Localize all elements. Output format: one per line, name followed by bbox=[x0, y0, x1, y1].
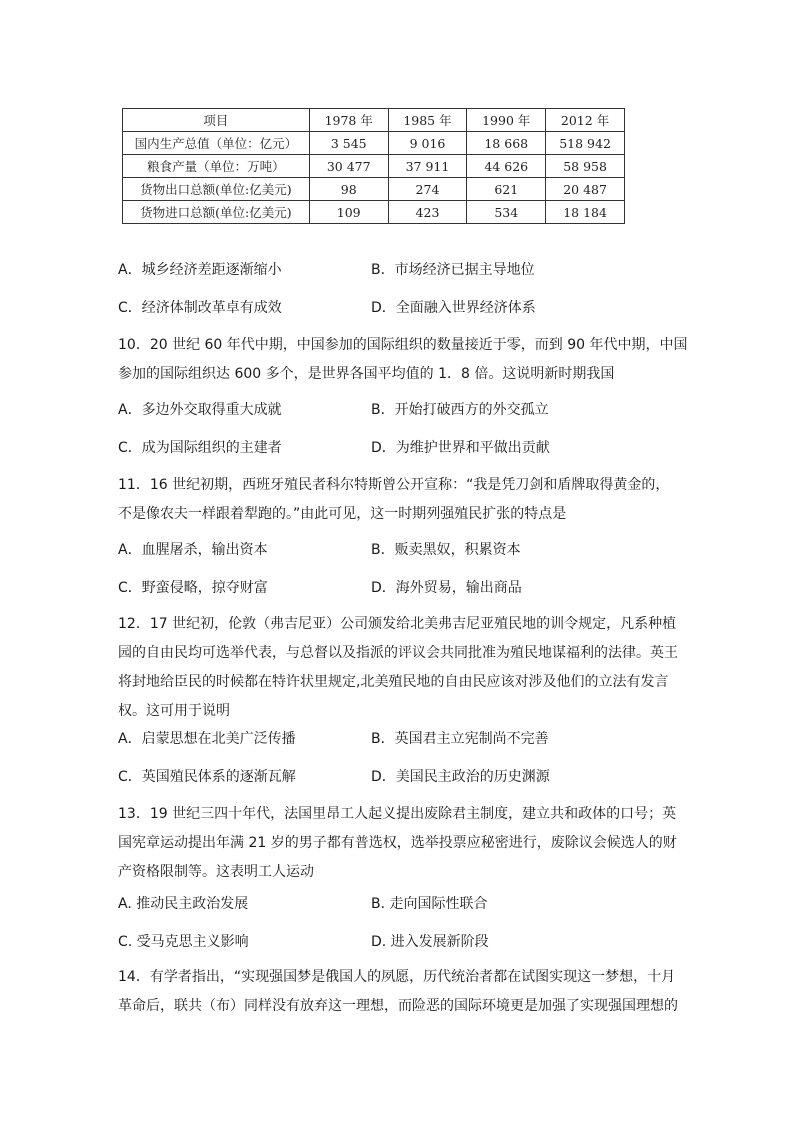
q11-line: 11．16 世纪初期，西班牙殖民者科尔特斯曾公开宣称：“我是凭刀剑和盾牌取得黄金的， bbox=[118, 477, 670, 493]
q9-option-b: B．市场经济已据主导地位 bbox=[371, 262, 535, 278]
q9-option-c: C．经济体制改革卓有成效 bbox=[118, 300, 282, 316]
table-cell: 18 184 bbox=[546, 201, 625, 224]
q10-option-b: B．开始打破西方的外交孤立 bbox=[371, 402, 549, 418]
q14-line: 14．有学者指出，“实现强国梦是俄国人的夙愿，历代统治者都在试图实现这一梦想，十月 bbox=[118, 969, 676, 985]
q12-line: 园的自由民均可选举代表，与总督以及指派的评议会共同批准为殖民地谋福利的法律。英王 bbox=[118, 645, 678, 661]
table-cell: 粮食产量（单位：万吨） bbox=[123, 155, 310, 178]
q13-option-a: A. 推动民主政治发展 bbox=[118, 896, 249, 912]
table-cell: 18 668 bbox=[467, 132, 546, 155]
table-cell: 3 545 bbox=[309, 132, 388, 155]
table-cell: 109 bbox=[309, 201, 388, 224]
q11-option-c: C．野蛮侵略，掠夺财富 bbox=[118, 580, 268, 596]
table-cell: 44 626 bbox=[467, 155, 546, 178]
q12-option-d: D．美国民主政治的历史渊源 bbox=[371, 769, 550, 785]
table-cell: 37 911 bbox=[388, 155, 467, 178]
q12-line: 权。这可用于说明 bbox=[118, 703, 230, 719]
table-row bbox=[123, 155, 625, 178]
table-header-cell: 1990 年 bbox=[467, 109, 546, 132]
q10-line: 10．20 世纪 60 年代中期，中国参加的国际组织的数量接近于零，而到 90 年代中期，中国 bbox=[118, 337, 688, 353]
q13-line: 国宪章运动提出年满 21 岁的男子都有普选权，选举投票应秘密进行，废除议会候选人的财 bbox=[118, 835, 677, 851]
table-cell: 9 016 bbox=[388, 132, 467, 155]
q9-option-a: A．城乡经济差距逐渐缩小 bbox=[118, 262, 282, 278]
q11-option-d: D．海外贸易，输出商品 bbox=[371, 580, 522, 596]
table-row bbox=[123, 132, 625, 155]
q12-line: 将封地给臣民的时候都在特许状里规定,北美殖民地的自由民应该对涉及他们的立法有发言 bbox=[118, 674, 669, 690]
table-row bbox=[123, 201, 625, 224]
table-header-cell: 1978 年 bbox=[309, 109, 388, 132]
table-cell: 58 958 bbox=[546, 155, 625, 178]
q9-option-d: D．全面融入世界经济体系 bbox=[371, 300, 536, 316]
q11-line: 不是像农夫一样跟着犁跑的。”由此可见，这一时期列强殖民扩张的特点是 bbox=[118, 506, 567, 522]
table-header-row bbox=[123, 109, 625, 132]
q12-option-b: B．英国君主立宪制尚不完善 bbox=[371, 731, 549, 747]
table-cell: 534 bbox=[467, 201, 546, 224]
q14-stem bbox=[118, 963, 678, 1021]
q10-option-d: D．为维护世界和平做出贡献 bbox=[371, 440, 550, 456]
q13-option-d: D. 进入发展新阶段 bbox=[371, 934, 489, 950]
q10-option-a: A．多边外交取得重大成就 bbox=[118, 402, 282, 418]
table-cell: 98 bbox=[309, 178, 388, 201]
table-header-cell: 1985 年 bbox=[388, 109, 467, 132]
q13-stem bbox=[118, 800, 678, 887]
table-cell: 货物出口总额(单位:亿美元) bbox=[123, 178, 310, 201]
q13-option-b: B. 走向国际性联合 bbox=[371, 896, 488, 912]
table-cell: 274 bbox=[388, 178, 467, 201]
table-header-cell: 项目 bbox=[123, 109, 310, 132]
table-row bbox=[123, 178, 625, 201]
q10-stem bbox=[118, 331, 688, 389]
q11-option-b: B．贩卖黑奴，积累资本 bbox=[371, 542, 521, 558]
q14-line: 革命后，联共（布）同样没有放弃这一理想，而险恶的国际环境更是加强了实现强国理想的 bbox=[118, 998, 678, 1014]
q13-option-c: C. 受马克思主义影响 bbox=[118, 934, 249, 950]
q12-stem bbox=[118, 610, 678, 726]
table-cell: 621 bbox=[467, 178, 546, 201]
q10-line: 参加的国际组织达 600 多个，是世界各国平均值的 1．8 倍。这说明新时期我国 bbox=[118, 366, 615, 382]
q12-option-a: A．启蒙思想在北美广泛传播 bbox=[118, 731, 296, 747]
economic-data-table bbox=[122, 108, 625, 224]
q11-stem bbox=[118, 471, 678, 529]
q12-line: 12．17 世纪初，伦敦（弗吉尼亚）公司颁发给北美弗吉尼亚殖民地的训令规定，凡系种植 bbox=[118, 616, 677, 632]
table-cell: 518 942 bbox=[546, 132, 625, 155]
q10-option-c: C．成为国际组织的主建者 bbox=[118, 440, 282, 456]
table-cell: 货物进口总额(单位:亿美元) bbox=[123, 201, 310, 224]
table-cell: 30 477 bbox=[309, 155, 388, 178]
table-cell: 423 bbox=[388, 201, 467, 224]
q13-line: 13．19 世纪三四十年代，法国里昂工人起义提出废除君主制度，建立共和政体的口号；英 bbox=[118, 806, 677, 822]
q13-line: 产资格限制等。这表明工人运动 bbox=[118, 864, 314, 880]
table-header-cell: 2012 年 bbox=[546, 109, 625, 132]
q12-option-c: C．英国殖民体系的逐渐瓦解 bbox=[118, 769, 296, 785]
q11-option-a: A．血腥屠杀，输出资本 bbox=[118, 542, 268, 558]
table-cell: 20 487 bbox=[546, 178, 625, 201]
table-cell: 国内生产总值（单位：亿元） bbox=[123, 132, 310, 155]
